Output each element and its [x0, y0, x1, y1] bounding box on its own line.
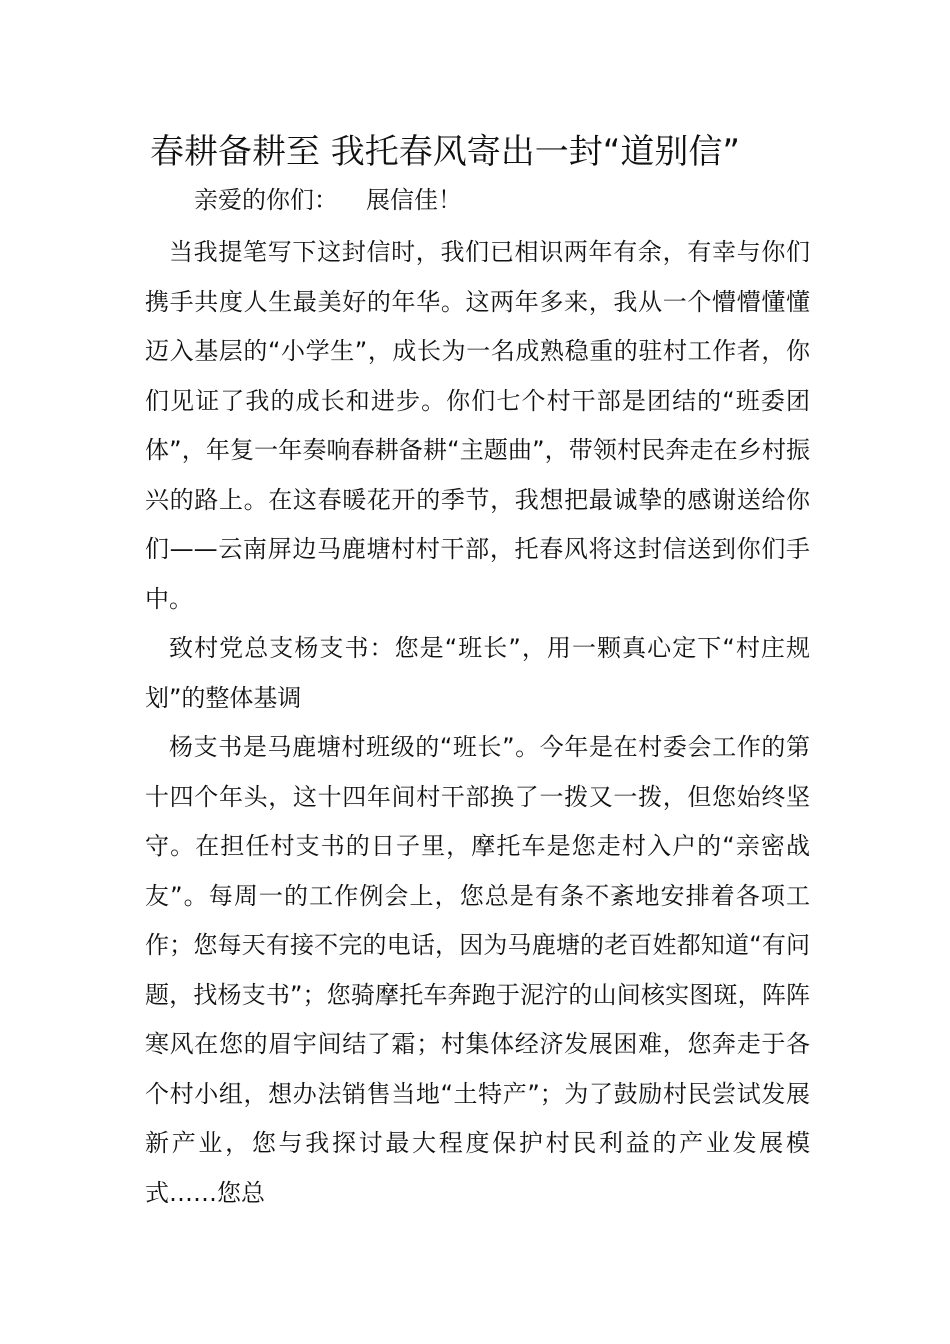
- paragraph-intro: 当我提笔写下这封信时，我们已相识两年有余，有幸与你们携手共度人生最美好的年华。这两年多来，我从一个懵懵懂懂迈入基层的“小学生”，成长为一名成熟稳重的驻村工作者，你们见证了我的成长和进步。你们七个村干部是团结的“班委团体”，年复一年奏响春耕备耕“主题曲”，带领村民奔走在乡村振兴的路上。在这春暖花开的季节，我想把最诚挚的感谢送给你们——云南屏边马鹿塘村村干部，托春风将这封信送到你们手中。: [145, 238, 810, 613]
- paragraph-secretary: 杨支书是马鹿塘村班级的“班长”。今年是在村委会工作的第十四个年头，这十四年间村干部换了一拨又一拨，但您始终坚守。在担任村支书的日子里，摩托车是您走村入户的“亲密战友”。每周一的工作例会上，您总是有条不紊地安排着各项工作；您每天有接不完的电话，因为马鹿塘的老百姓都知道“有问题，找杨支书”；您骑摩托车奔跑于泥泞的山间核实图斑，阵阵寒风在您的眉宇间结了霜；村集体经济发展困难，您奔走于各个村小组，想办法销售当地“土特产”；为了鼓励村民尝试发展新产业，您与我探讨最大程度保护村民利益的产业发展模式……您总: [145, 733, 810, 1207]
- letter-greeting: [194, 182, 462, 218]
- letter-body: [145, 228, 810, 1218]
- paragraph-heading-secretary: 致村党总支杨支书：您是“班长”，用一颗真心定下“村庄规划”的整体基调: [145, 634, 810, 712]
- document-title: 春耕备耕至 我托春风寄出一封“道别信”: [150, 132, 741, 172]
- greeting-salutation: 亲爱的你们：: [194, 186, 338, 214]
- greeting-wish: 展信佳！: [366, 186, 462, 214]
